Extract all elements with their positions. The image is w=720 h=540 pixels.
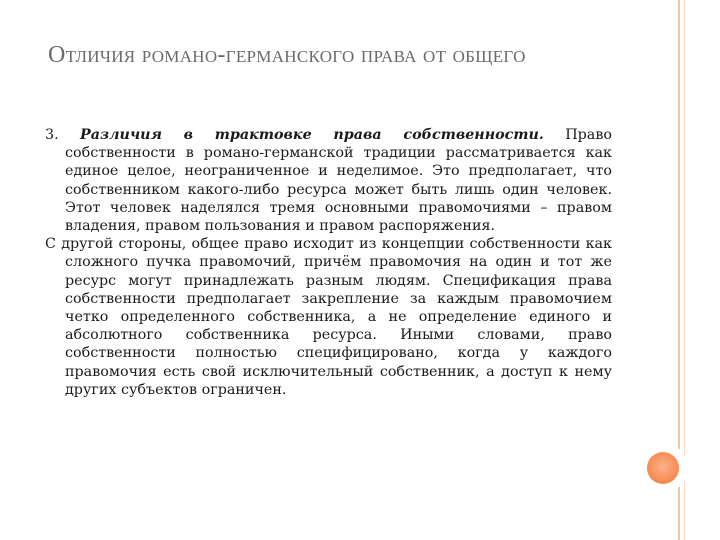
decorative-circle-fill (647, 452, 679, 484)
decorative-vertical-rule-inner (684, 0, 685, 540)
paragraph-text: С другой стороны, общее право исходит из концепции собственности как сложного пучка правомочий, причём правомочия на один и тот же ресурс могут принадлежать разным людям. Спецификация права собственности предполагает закрепление за каждым правомочием четко определенного собственника, а не определение единого и абсолютного собственника ресурса. Иными словами, право собственности полностью специфицировано, когда у каждого правомочия есть свой исключительный собственник, а доступ к нему других субъектов ограничен. (45, 236, 612, 398)
slide-title: Отличия романо-германского права от общего (48, 42, 526, 68)
paragraph-text: Право собственности в романо-германской традиции рассматривается как единое целое, неограниченное и неделимое. Это предполагает, что собственником какого-либо ресурса может быть лишь один человек. Этот человек наделялся тремя основными правомочиями – правом владения, правом пользования и правом распоряжения. (65, 127, 612, 235)
decorative-circle-icon (641, 446, 685, 490)
item-number: 3. (45, 127, 59, 143)
paragraph-common-law (45, 235, 612, 399)
slide-body (45, 126, 612, 399)
paragraph-ownership-differences (45, 126, 612, 235)
paragraph-lead: Различия в трактовке права собственности. (79, 127, 544, 143)
